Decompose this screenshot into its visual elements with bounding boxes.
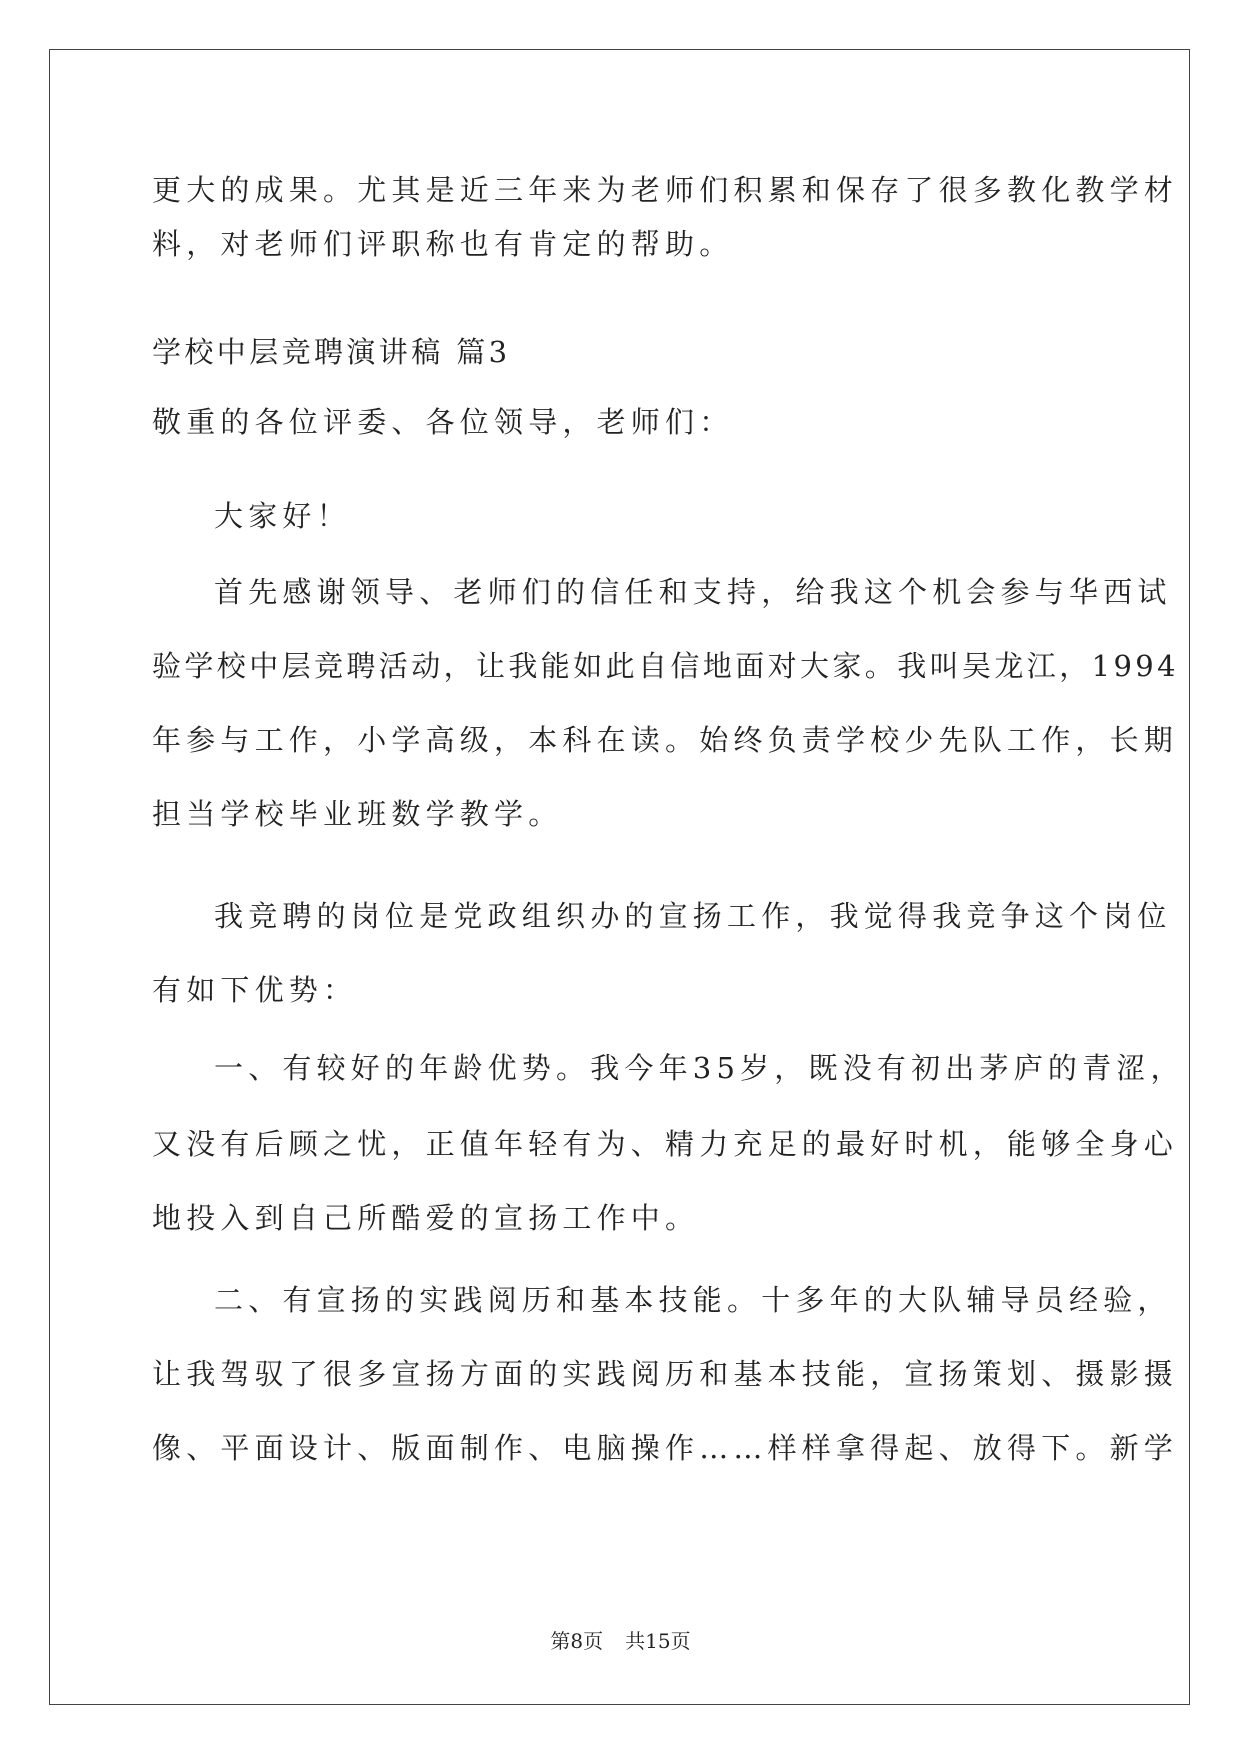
- text-line: 有如下优势：: [152, 973, 358, 1007]
- text-line: 料，对老师们评职称也有肯定的帮助。: [152, 227, 734, 261]
- text-line: 二、有宣扬的实践阅历和基本技能。十多年的大队辅导员经验，: [214, 1283, 1172, 1317]
- page-total: 共15页: [625, 1629, 691, 1653]
- text-line: 又没有后顾之忧，正值年轻有为、精力充足的最好时机，能够全身心: [152, 1127, 1179, 1161]
- text-line: 我竞聘的岗位是党政组织办的宣扬工作，我觉得我竞争这个岗位: [214, 899, 1172, 933]
- text-line: 地投入到自己所酷爱的宣扬工作中。: [152, 1201, 700, 1235]
- section-heading: 学校中层竞聘演讲稿 篇3: [152, 335, 511, 369]
- text-line: 担当学校毕业班数学教学。: [152, 797, 563, 831]
- text-line: 让我驾驭了很多宣扬方面的实践阅历和基本技能，宣扬策划、摄影摄: [152, 1357, 1179, 1391]
- greeting: 大家好！: [214, 499, 351, 533]
- text-line: 首先感谢领导、老师们的信任和支持，给我这个机会参与华西试: [214, 575, 1172, 609]
- salutation: 敬重的各位评委、各位领导，老师们：: [152, 405, 734, 439]
- text-line: 更大的成果。尤其是近三年来为老师们积累和保存了很多教化教学材: [152, 173, 1179, 207]
- text-line: 像、平面设计、版面制作、电脑操作……样样拿得起、放得下。新学: [152, 1431, 1179, 1465]
- text-line: 一、有较好的年龄优势。我今年35岁，既没有初出茅庐的青涩，: [214, 1051, 1185, 1085]
- text-line: 验学校中层竞聘活动，让我能如此自信地面对大家。我叫吴龙江，1994: [152, 649, 1180, 683]
- page-number: 第8页: [550, 1629, 604, 1653]
- page-footer: [0, 1628, 1241, 1654]
- text-line: 年参与工作，小学高级，本科在读。始终负责学校少先队工作，长期: [152, 723, 1179, 757]
